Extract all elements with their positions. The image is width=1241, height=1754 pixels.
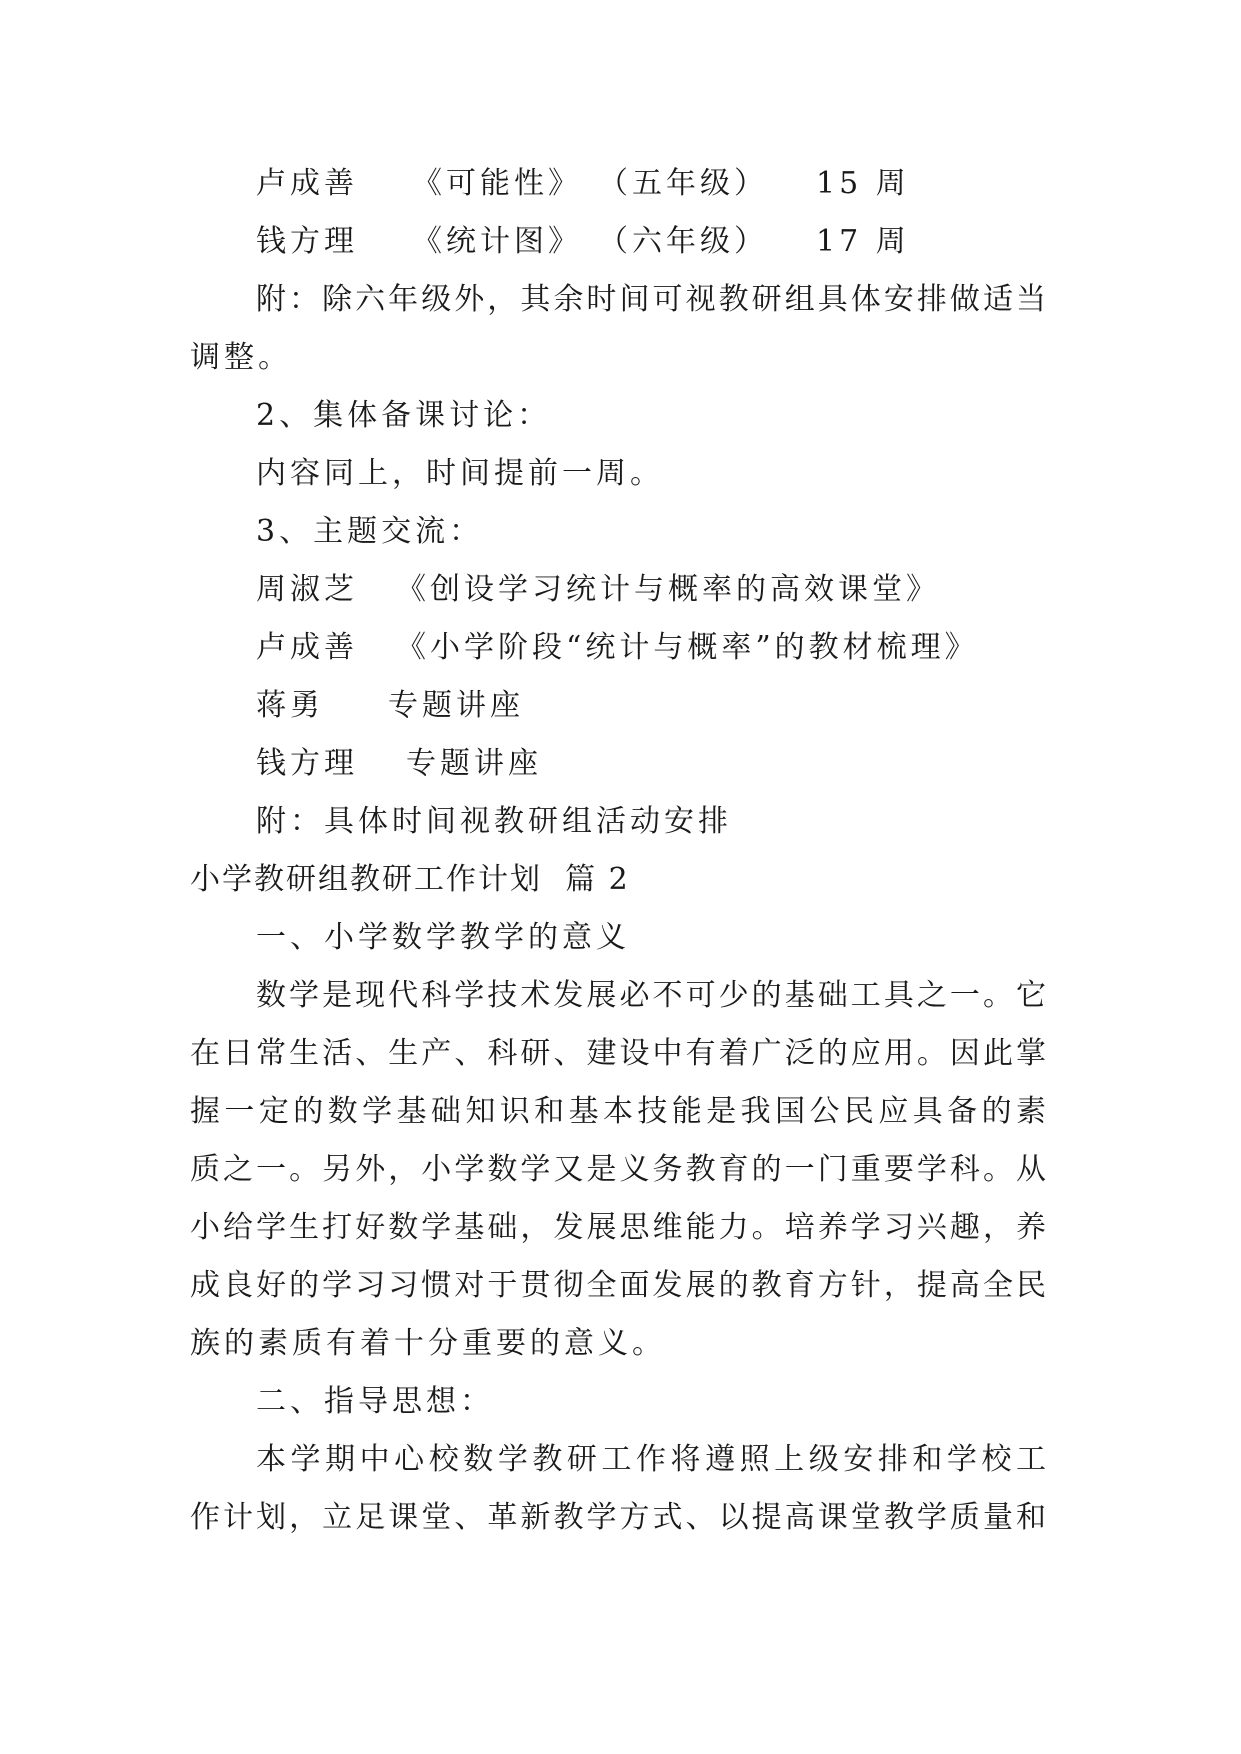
grade-label: （五年级） [598,166,768,201]
week-label: 15 周 [816,166,910,201]
teacher-name: 蒋勇 [256,688,324,723]
section-heading: 3、主题交流： [256,514,484,549]
week-label: 17 周 [816,224,910,259]
teacher-name: 钱方理 [256,224,358,259]
paragraph-line: 本学期中心校数学教研工作将遵照上级安排和学校工 [256,1442,1046,1477]
section-heading: 一、小学数学教学的意义 [256,920,630,955]
paragraph-line: 族的素质有着十分重要的意义。 [190,1326,666,1361]
teacher-name: 卢成善 [256,166,358,201]
section-heading: 2、集体备课讨论： [256,398,552,433]
grade-label: （六年级） [598,224,768,259]
plan-title: 小学教研组教研工作计划 篇 2 [190,862,630,897]
teacher-name: 周淑芝 [256,572,358,607]
teacher-name: 卢成善 [256,630,358,665]
paragraph-line: 小给学生打好数学基础，发展思维能力。培养学习兴趣，养 [190,1210,1046,1245]
paragraph-line: 握一定的数学基础知识和基本技能是我国公民应具备的素 [190,1094,1046,1129]
exchange-topic: 《创设学习统计与概率的高效课堂》 [396,572,940,607]
note-line: 附：具体时间视教研组活动安排 [256,804,732,839]
paragraph-line: 质之一。另外，小学数学又是义务教育的一门重要学科。从 [190,1152,1046,1187]
lesson-title: 《统计图》 [412,224,582,259]
section-heading: 二、指导思想： [256,1384,494,1419]
teacher-name: 钱方理 [256,746,358,781]
paragraph-line: 成良好的学习习惯对于贯彻全面发展的教育方针，提高全民 [190,1268,1046,1303]
lesson-title: 《可能性》 [412,166,582,201]
paragraph-line: 作计划，立足课堂、革新教学方式、以提高课堂教学质量和 [190,1500,1046,1535]
exchange-topic: 专题讲座 [388,688,524,723]
paragraph-line: 在日常生活、生产、科研、建设中有着广泛的应用。因此掌 [190,1036,1046,1071]
paragraph-line: 数学是现代科学技术发展必不可少的基础工具之一。它 [256,978,1046,1013]
note-line: 调整。 [190,340,292,375]
note-line: 附：除六年级外，其余时间可视教研组具体安排做适当 [256,282,1046,317]
section-content: 内容同上，时间提前一周。 [256,456,664,491]
exchange-topic: 《小学阶段“统计与概率”的教材梳理》 [396,630,979,665]
exchange-topic: 专题讲座 [406,746,542,781]
